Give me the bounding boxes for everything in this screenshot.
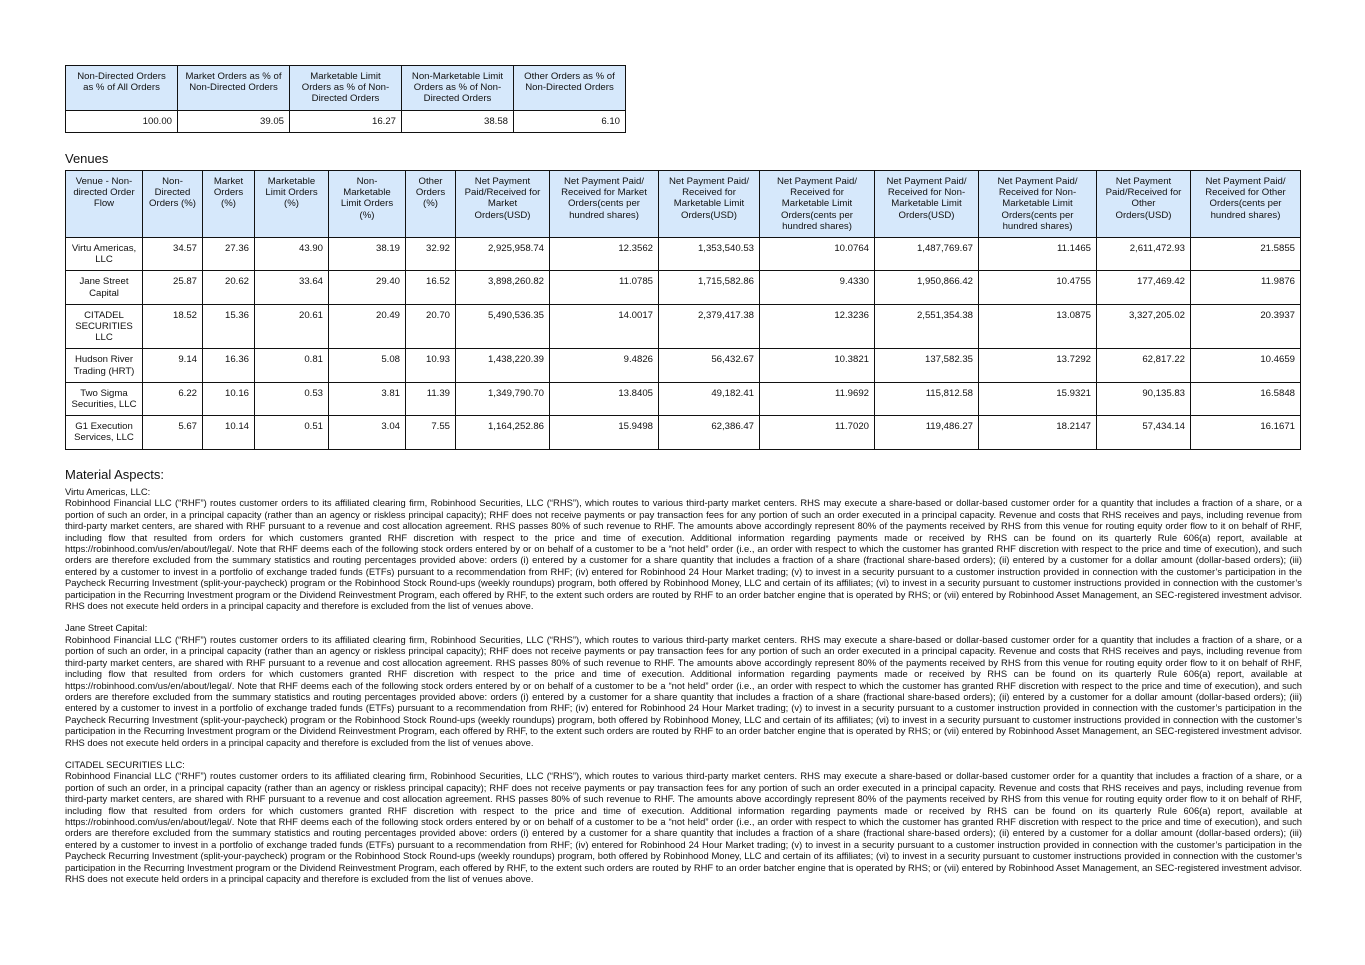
venue-value-cell: 10.4659: [1191, 349, 1301, 382]
venue-value-cell: 1,715,582.86: [659, 271, 760, 304]
venue-value-cell: 119,486.27: [875, 416, 979, 449]
material-aspects-title: Material Aspects:: [65, 467, 164, 482]
venues-header-row: [66, 171, 1301, 238]
venue-value-cell: 7.55: [406, 416, 456, 449]
venue-value-cell: 12.3562: [550, 238, 659, 271]
venue-value-cell: 2,925,958.74: [456, 238, 550, 271]
venue-value-cell: 20.61: [255, 304, 329, 349]
venue-value-cell: 3.04: [329, 416, 406, 449]
venue-value-cell: 20.49: [329, 304, 406, 349]
venue-value-cell: 10.93: [406, 349, 456, 382]
venue-value-cell: 16.36: [203, 349, 255, 382]
summary-header-cell: Market Orders as % of Non-Directed Orders: [178, 66, 290, 111]
venue-value-cell: 62,817.22: [1097, 349, 1191, 382]
venue-value-cell: 1,487,769.67: [875, 238, 979, 271]
venue-value-cell: 0.51: [255, 416, 329, 449]
venue-value-cell: 11.9692: [760, 382, 875, 415]
venue-value-cell: 11.1465: [979, 238, 1097, 271]
aspect-text: Robinhood Financial LLC (“RHF”) routes customer orders to its affiliated clearing firm, Robinhood Securities, LLC (“RHS”), which routes to various third-party market centers. RHS may execute a share-based or dollar-based customer order for a quantity that includes a fraction of a share, or a portion of such an order, in a principal capacity (rather than an agency or riskless principal capacity); RHF does not receive payments or pay transaction fees for any portion of such an order executed in a principal capacity. Revenue and costs that RHS receives and pays, including revenue from third-party market centers, are shared with RHF pursuant to a revenue and cost allocation agreement. RHS passes 80% of such revenue to RHF. The amounts above accordingly represent 80% of the payments received by RHS from this venue for routing equity order flow to it on behalf of RHF, including flow that resulted from orders for which customers granted RHF discretion with respect to the price and time of execution. Additional information regarding payments made or received by RHS can be found on its quarterly Rule 606(a) report, available at https://robinhood.com/us/en/about/legal/. Note that RHF deems each of the following stock orders entered by or on behalf of a customer to be a “not held” order (i.e., an order with respect to which the customer has granted RHF discretion with respect to the price and time of execution), and such orders are therefore excluded from the summary statistics and routing percentages provided above: orders (i) entered by a customer for a share quantity that includes a fraction of a share (fractional share-based orders); (ii) entered by a customer for a dollar amount (dollar-based orders); (iii) entered by a customer to invest in a portfolio of exchange traded funds (ETFs) pursuant to a recommendation from RHF; (iv) entered for Robinhood 24 Hour Market trading; (v) to invest in a security pursuant to a customer instruction provided in connection with the customer’s participation in the Paycheck Recurring Investment (split-your-paycheck) program or the Robinhood Stock Round-ups (weekly roundups) program, both offered by Robinhood Money, LLC and certain of its affiliates; (vi) to invest in a security pursuant to customer instructions provided in connection with the customer’s participation in the Recurring Investment program or the Dividend Reinvestment Program, each offered by RHF, to the extent such orders are routed by RHF to an order batcher engine that is operated by RHS; or (vii) entered by Robinhood Asset Management, an SEC-registered investment advisor. RHS does not execute held orders in a principal capacity and therefore is excluded from the list of venues above.: [65, 633, 1302, 748]
summary-value-cell: 39.05: [178, 110, 290, 132]
venue-value-cell: 16.5848: [1191, 382, 1301, 415]
material-aspect: [65, 759, 1302, 884]
summary-header-row: [66, 66, 626, 111]
venue-value-cell: 49,182.41: [659, 382, 760, 415]
venue-value-cell: 11.39: [406, 382, 456, 415]
venue-value-cell: 2,379,417.38: [659, 304, 760, 349]
table-row: [66, 416, 1301, 449]
venue-value-cell: 18.52: [143, 304, 203, 349]
venue-value-cell: 1,164,252.86: [456, 416, 550, 449]
summary-value-cell: 6.10: [514, 110, 626, 132]
venues-header-cell: Marketable Limit Orders (%): [255, 171, 329, 238]
aspect-venue-label: Jane Street Capital:: [65, 622, 148, 634]
venue-value-cell: 90,135.83: [1097, 382, 1191, 415]
venue-value-cell: 6.22: [143, 382, 203, 415]
venue-value-cell: 3,898,260.82: [456, 271, 550, 304]
venue-value-cell: 43.90: [255, 238, 329, 271]
venue-value-cell: 20.70: [406, 304, 456, 349]
venue-value-cell: 62,386.47: [659, 416, 760, 449]
table-row: [66, 382, 1301, 415]
venue-value-cell: 27.36: [203, 238, 255, 271]
venues-body: [66, 238, 1301, 450]
venue-value-cell: 1,349,790.70: [456, 382, 550, 415]
summary-value-cell: 16.27: [290, 110, 402, 132]
aspect-venue-label: Virtu Americas, LLC:: [65, 486, 151, 497]
venue-name-cell: CITADEL SECURITIES LLC: [66, 304, 143, 349]
venues-table: [65, 170, 1301, 450]
venues-header-cell: Non-Marketable Limit Orders (%): [329, 171, 406, 238]
venues-header-cell: Non-Directed Orders (%): [143, 171, 203, 238]
summary-table: [65, 65, 626, 133]
venue-value-cell: 1,353,540.53: [659, 238, 760, 271]
summary-value-row: [66, 110, 626, 132]
venues-header-cell: Net Payment Paid/ Received for Marketable Limit Orders(USD): [659, 171, 760, 238]
material-aspect: [65, 622, 1302, 747]
venue-value-cell: 137,582.35: [875, 349, 979, 382]
venue-value-cell: 15.36: [203, 304, 255, 349]
venue-value-cell: 57,434.14: [1097, 416, 1191, 449]
venue-value-cell: 29.40: [329, 271, 406, 304]
venue-value-cell: 10.4755: [979, 271, 1097, 304]
venues-header-cell: Net Payment Paid/Received for Other Orders(USD): [1097, 171, 1191, 238]
venue-value-cell: 13.8405: [550, 382, 659, 415]
venue-value-cell: 25.87: [143, 271, 203, 304]
aspect-text: Robinhood Financial LLC (“RHF”) routes customer orders to its affiliated clearing firm, Robinhood Securities, LLC (“RHS”), which routes to various third-party market centers. RHS may execute a share-based or dollar-based customer order for a quantity that includes a fraction of a share, or a portion of such an order, in a principal capacity (rather than an agency or riskless principal capacity); RHF does not receive payments or pay transaction fees for any portion of such an order executed in a principal capacity. Revenue and costs that RHS receives and pays, including revenue from third-party market centers, are shared with RHF pursuant to a revenue and cost allocation agreement. RHS passes 80% of such revenue to RHF. The amounts above accordingly represent 80% of the payments received by RHS from this venue for routing equity order flow to it on behalf of RHF, including flow that resulted from orders for which customers granted RHF discretion with respect to the price and time of execution. Additional information regarding payments made or received by RHS can be found on its quarterly Rule 606(a) report, available at https://robinhood.com/us/en/about/legal/. Note that RHF deems each of the following stock orders entered by or on behalf of a customer to be a “not held” order (i.e., an order with respect to which the customer has granted RHF discretion with respect to the price and time of execution), and such orders are therefore excluded from the summary statistics and routing percentages provided above: orders (i) entered by a customer for a share quantity that includes a fraction of a share (fractional share-based orders); (ii) entered by a customer for a dollar amount (dollar-based orders); (iii) entered by a customer to invest in a portfolio of exchange traded funds (ETFs) pursuant to a recommendation from RHF; (iv) entered for Robinhood 24 Hour Market trading; (v) to invest in a security pursuant to a customer instruction provided in connection with the customer’s participation in the Paycheck Recurring Investment (split-your-paycheck) program or the Robinhood Stock Round-ups (weekly roundups) program, both offered by Robinhood Money, LLC and certain of its affiliates; (vi) to invest in a security pursuant to customer instructions provided in connection with the customer’s participation in the Recurring Investment program or the Dividend Reinvestment Program, each offered by RHF, to the extent such orders are routed by RHF to an order batcher engine that is operated by RHS; or (vii) entered by Robinhood Asset Management, an SEC-registered investment advisor. RHS does not execute held orders in a principal capacity and therefore is excluded from the list of venues above.: [65, 770, 1302, 884]
venue-value-cell: 33.64: [255, 271, 329, 304]
venue-value-cell: 177,469.42: [1097, 271, 1191, 304]
venue-value-cell: 1,438,220.39: [456, 349, 550, 382]
venue-value-cell: 14.0017: [550, 304, 659, 349]
venue-value-cell: 18.2147: [979, 416, 1097, 449]
aspect-text: Robinhood Financial LLC (“RHF”) routes customer orders to its affiliated clearing firm, Robinhood Securities, LLC (“RHS”), which routes to various third-party market centers. RHS may execute a share-based or dollar-based customer order for a quantity that includes a fraction of a share, or a portion of such an order, in a principal capacity (rather than an agency or riskless principal capacity); RHF does not receive payments or pay transaction fees for any portion of such an order executed in a principal capacity. Revenue and costs that RHS receives and pays, including revenue from third-party market centers, are shared with RHF pursuant to a revenue and cost allocation agreement. RHS passes 80% of such revenue to RHF. The amounts above accordingly represent 80% of the payments received by RHS from this venue for routing equity order flow to it on behalf of RHF, including flow that resulted from orders for which customers granted RHF discretion with respect to the price and time of execution. Additional information regarding payments made or received by RHS can be found on its quarterly Rule 606(a) report, available at https://robinhood.com/us/en/about/legal/. Note that RHF deems each of the following stock orders entered by or on behalf of a customer to be a “not held” order (i.e., an order with respect to which the customer has granted RHF discretion with respect to the price and time of execution), and such orders are therefore excluded from the summary statistics and routing percentages provided above: orders (i) entered by a customer for a share quantity that includes a fraction of a share (fractional share-based orders); (ii) entered by a customer for a dollar amount (dollar-based orders); (iii) entered by a customer to invest in a portfolio of exchange traded funds (ETFs) pursuant to a recommendation from RHF; (iv) entered for Robinhood 24 Hour Market trading; (v) to invest in a security pursuant to a customer instruction provided in connection with the customer’s participation in the Paycheck Recurring Investment (split-your-paycheck) program or the Robinhood Stock Round-ups (weekly roundups) program, both offered by Robinhood Money, LLC and certain of its affiliates; (vi) to invest in a security pursuant to customer instructions provided in connection with the customer’s participation in the Recurring Investment program or the Dividend Reinvestment Program, each offered by RHF, to the extent such orders are routed by RHF to an order batcher engine that is operated by RHS; or (vii) entered by Robinhood Asset Management, an SEC-registered investment advisor. RHS does not execute held orders in a principal capacity and therefore is excluded from the list of venues above.: [65, 497, 1302, 612]
venues-header-cell: Net Payment Paid/Received for Market Orders(USD): [456, 171, 550, 238]
venue-value-cell: 3.81: [329, 382, 406, 415]
venue-value-cell: 11.9876: [1191, 271, 1301, 304]
venues-header-cell: Net Payment Paid/ Received for Non-Marketable Limit Orders(USD): [875, 171, 979, 238]
venue-value-cell: 21.5855: [1191, 238, 1301, 271]
summary-value-cell: 38.58: [402, 110, 514, 132]
venue-value-cell: 10.0764: [760, 238, 875, 271]
venue-value-cell: 5,490,536.35: [456, 304, 550, 349]
venues-header-cell: Net Payment Paid/ Received for Non-Marketable Limit Orders(cents per hundred shares): [979, 171, 1097, 238]
material-aspects-list: [65, 486, 1302, 895]
venue-value-cell: 13.7292: [979, 349, 1097, 382]
venue-value-cell: 15.9498: [550, 416, 659, 449]
venue-value-cell: 16.1671: [1191, 416, 1301, 449]
table-row: [66, 304, 1301, 349]
venues-header-cell: Net Payment Paid/ Received for Market Orders(cents per hundred shares): [550, 171, 659, 238]
summary-header-cell: Non-Marketable Limit Orders as % of Non-Directed Orders: [402, 66, 514, 111]
venue-value-cell: 9.4826: [550, 349, 659, 382]
venue-value-cell: 5.08: [329, 349, 406, 382]
material-aspect: [65, 486, 1302, 611]
venue-value-cell: 115,812.58: [875, 382, 979, 415]
venue-value-cell: 0.53: [255, 382, 329, 415]
aspect-venue-label: CITADEL SECURITIES LLC:: [65, 758, 185, 770]
venues-header-cell: Net Payment Paid/ Received for Marketable Limit Orders(cents per hundred shares): [760, 171, 875, 238]
venue-value-cell: 2,551,354.38: [875, 304, 979, 349]
summary-header-cell: Marketable Limit Orders as % of Non-Directed Orders: [290, 66, 402, 111]
table-row: [66, 238, 1301, 271]
venue-value-cell: 11.7020: [760, 416, 875, 449]
venue-name-cell: G1 Execution Services, LLC: [66, 416, 143, 449]
venues-header-cell: Other Orders (%): [406, 171, 456, 238]
venues-header-cell: Market Orders (%): [203, 171, 255, 238]
table-row: [66, 349, 1301, 382]
venue-value-cell: 56,432.67: [659, 349, 760, 382]
venue-value-cell: 15.9321: [979, 382, 1097, 415]
venue-value-cell: 9.14: [143, 349, 203, 382]
venues-header-cell: Venue - Non-directed Order Flow: [66, 171, 143, 238]
venue-value-cell: 16.52: [406, 271, 456, 304]
venue-value-cell: 38.19: [329, 238, 406, 271]
venue-value-cell: 20.3937: [1191, 304, 1301, 349]
venue-value-cell: 32.92: [406, 238, 456, 271]
venue-name-cell: Jane Street Capital: [66, 271, 143, 304]
venue-value-cell: 9.4330: [760, 271, 875, 304]
venue-value-cell: 3,327,205.02: [1097, 304, 1191, 349]
venue-value-cell: 10.14: [203, 416, 255, 449]
venue-name-cell: Hudson River Trading (HRT): [66, 349, 143, 382]
venue-value-cell: 13.0875: [979, 304, 1097, 349]
summary-value-cell: 100.00: [66, 110, 178, 132]
venue-value-cell: 20.62: [203, 271, 255, 304]
summary-header-cell: Other Orders as % of Non-Directed Orders: [514, 66, 626, 111]
venue-value-cell: 2,611,472.93: [1097, 238, 1191, 271]
venue-value-cell: 10.3821: [760, 349, 875, 382]
venue-value-cell: 1,950,866.42: [875, 271, 979, 304]
venues-header-cell: Net Payment Paid/ Received for Other Orders(cents per hundred shares): [1191, 171, 1301, 238]
venue-value-cell: 5.67: [143, 416, 203, 449]
venue-name-cell: Virtu Americas, LLC: [66, 238, 143, 271]
venue-value-cell: 10.16: [203, 382, 255, 415]
venue-value-cell: 12.3236: [760, 304, 875, 349]
summary-header-cell: Non-Directed Orders as % of All Orders: [66, 66, 178, 111]
venue-value-cell: 11.0785: [550, 271, 659, 304]
venues-title: Venues: [65, 151, 109, 166]
table-row: [66, 271, 1301, 304]
venue-value-cell: 34.57: [143, 238, 203, 271]
venue-value-cell: 0.81: [255, 349, 329, 382]
venue-name-cell: Two Sigma Securities, LLC: [66, 382, 143, 415]
